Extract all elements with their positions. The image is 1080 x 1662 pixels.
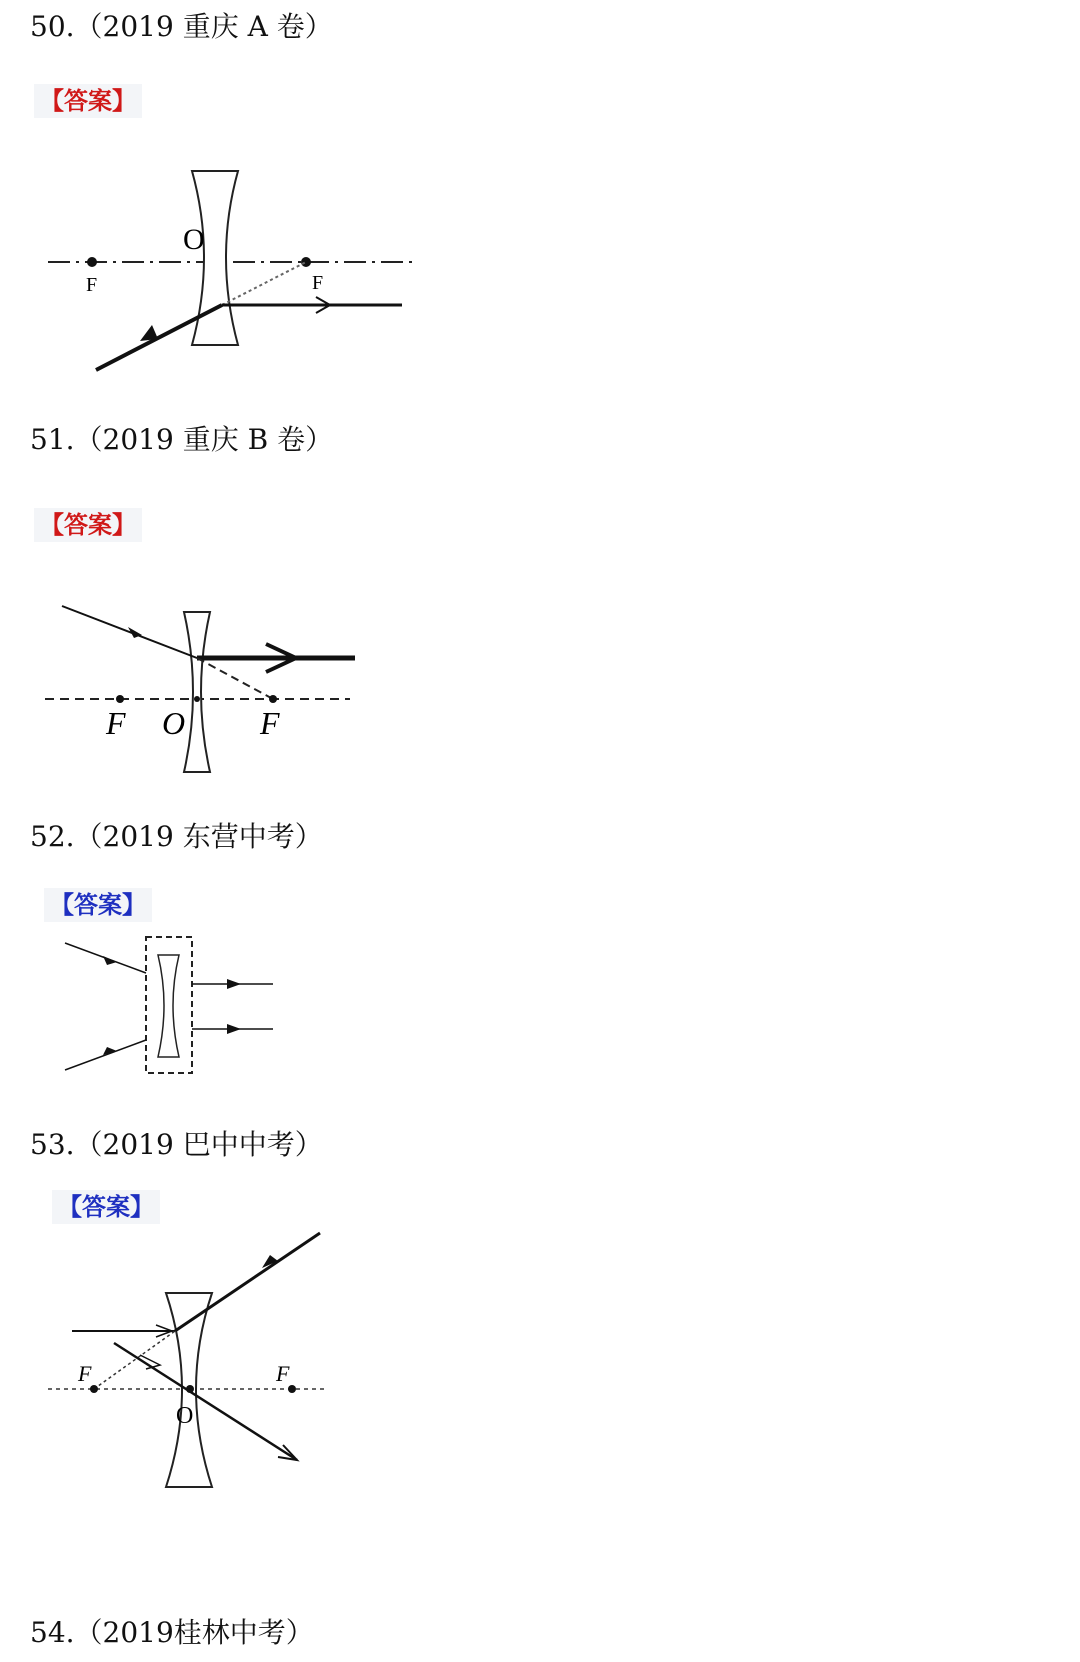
label-f-right: F <box>312 272 324 294</box>
answer-label-52: 【答案】 <box>44 888 152 922</box>
label-f-right: F <box>260 705 280 741</box>
figure-51-concave-lens-diagram <box>40 600 380 780</box>
focus-left-dot <box>116 695 124 703</box>
label-o: O <box>162 705 186 741</box>
extension-line <box>222 262 306 305</box>
label-f-left: F <box>86 274 98 296</box>
label-f-left: F <box>78 1361 92 1386</box>
label-o: O <box>176 1403 194 1429</box>
focus-right-dot <box>288 1385 296 1393</box>
answer-label-53: 【答案】 <box>52 1190 160 1224</box>
label-f-right: F <box>276 1361 290 1386</box>
ray-arrow-top <box>103 956 117 965</box>
ray-through-center <box>114 1343 297 1460</box>
label-f-left: F <box>106 705 126 741</box>
question-54-heading: 54.（2019桂林中考） <box>30 1616 314 1649</box>
question-52-heading: 52.（2019 东营中考） <box>30 820 323 853</box>
focus-right-dot <box>269 695 277 703</box>
ray-arrow <box>140 325 158 341</box>
extension-line <box>197 658 273 699</box>
question-53-heading: 53.（2019 巴中中考） <box>30 1128 323 1161</box>
figure-53-concave-lens-diagram <box>40 1225 340 1500</box>
concave-lens <box>184 612 210 772</box>
ray-arrow-emergent-bottom <box>227 1024 241 1034</box>
figure-52-dashed-box-lens-diagram <box>55 925 295 1080</box>
question-51-heading: 51.（2019 重庆 B 卷） <box>30 423 334 456</box>
extension-line <box>94 1331 175 1389</box>
optical-center-dot <box>186 1385 194 1393</box>
question-50-heading: 50.（2019 重庆 A 卷） <box>30 10 333 43</box>
focus-left-dot <box>90 1385 98 1393</box>
focus-left-dot <box>87 257 97 267</box>
incident-ray <box>62 606 197 658</box>
label-o: O <box>183 223 205 256</box>
optical-center-dot <box>194 696 200 702</box>
refracted-ray <box>175 1233 320 1331</box>
answer-label-50: 【答案】 <box>34 84 142 118</box>
figure-50-concave-lens-diagram <box>40 165 420 385</box>
ray-arrow-emergent-top <box>227 979 241 989</box>
incident-ray-bottom <box>65 1040 146 1070</box>
concave-lens <box>158 955 179 1057</box>
answer-label-51: 【答案】 <box>34 508 142 542</box>
